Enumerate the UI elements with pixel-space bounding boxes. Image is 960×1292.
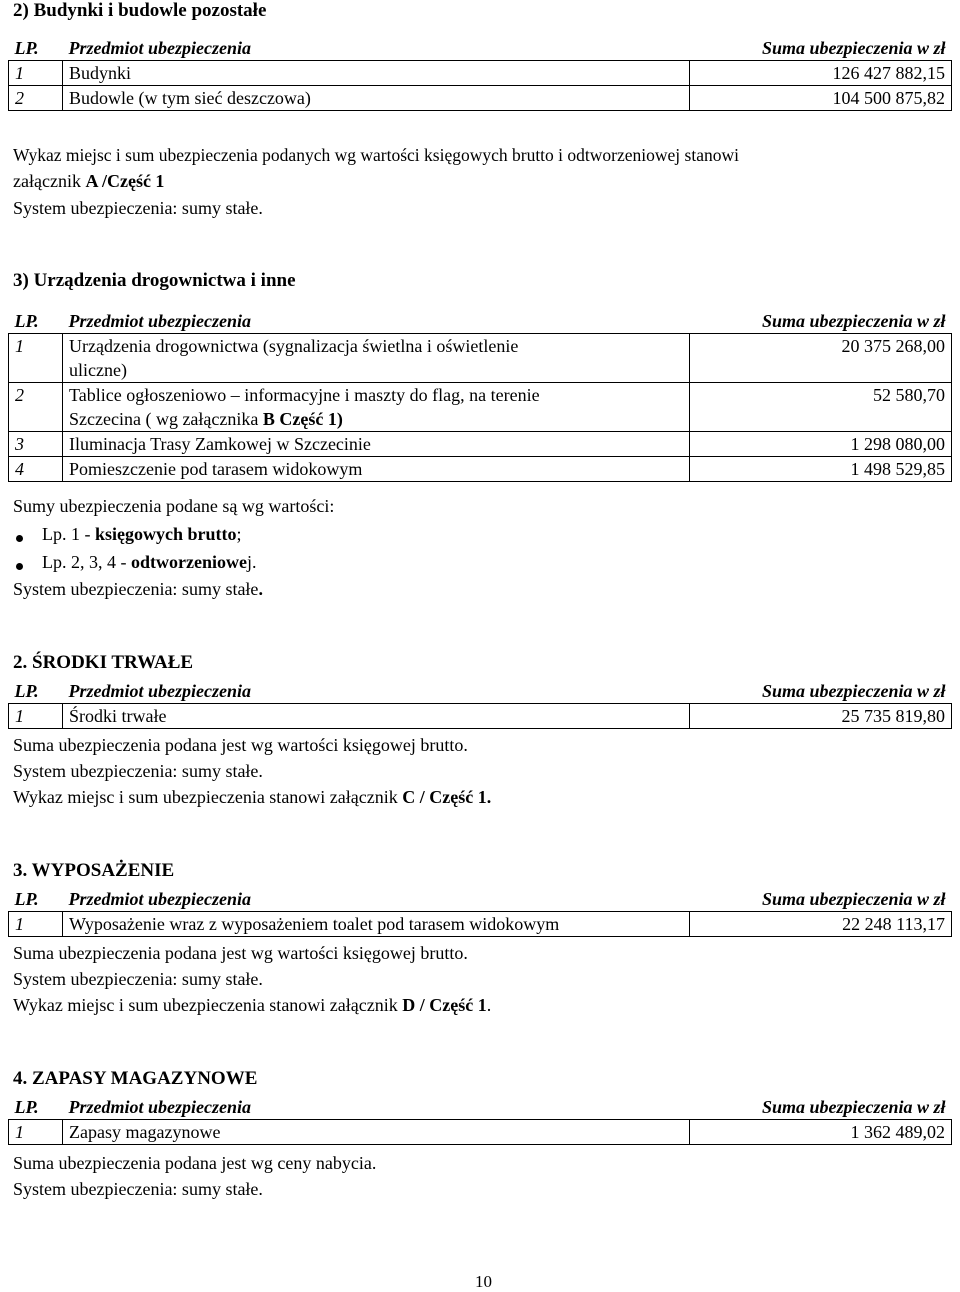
table-buildings	[8, 36, 952, 111]
row-sum: 25 735 819,80	[690, 704, 952, 729]
row-sum: 104 500 875,82	[690, 86, 952, 111]
attachment-ref: B Część 1)	[262, 409, 343, 429]
page-number: 10	[475, 1272, 492, 1291]
table-row	[9, 1120, 952, 1145]
bullet-item	[42, 522, 242, 546]
header-subject: Przedmiot ubezpieczenia	[68, 38, 251, 58]
note-text: Wykaz miejsc i sum ubezpieczenia stanowi załącznik	[13, 995, 403, 1015]
header-sum: Suma ubezpieczenia w zł	[761, 311, 946, 331]
section-heading-inventory: 4. ZAPASY MAGAZYNOWE	[13, 1068, 258, 1089]
row-lp: 3	[9, 432, 63, 457]
header-subject: Przedmiot ubezpieczenia	[68, 311, 251, 331]
note-suffix: .	[486, 995, 492, 1015]
note-text: załącznik	[13, 171, 86, 191]
bullet-item	[42, 550, 257, 574]
row-sum: 1 498 529,85	[690, 457, 952, 482]
buildings-system: System ubezpieczenia: sumy stałe.	[13, 198, 263, 218]
bullet-text: Lp. 1 -	[42, 524, 95, 544]
row-lp: 1	[9, 1120, 63, 1145]
row-lp: 1	[9, 61, 63, 86]
header-sum: Suma ubezpieczenia w zł	[761, 1097, 946, 1117]
note-text: Wykaz miejsc i sum ubezpieczenia stanowi załącznik	[13, 787, 403, 807]
subject-line	[69, 407, 683, 431]
header-subject: Przedmiot ubezpieczenia	[68, 1097, 251, 1117]
section-heading-equipment: 3. WYPOSAŻENIE	[13, 860, 175, 881]
header-lp: LP.	[14, 38, 39, 58]
bullet-bold: księgowych brutto	[95, 524, 237, 544]
subject-line: Tablice ogłoszeniowo – informacyjne i maszty do flag, na terenie	[69, 385, 540, 405]
row-sum: 22 248 113,17	[690, 912, 952, 937]
row-lp: 1	[9, 912, 63, 937]
table-row	[9, 912, 952, 937]
attachment-ref: A /Część 1	[85, 171, 165, 191]
row-subject: Iluminacja Trasy Zamkowej w Szczecinie	[63, 432, 690, 457]
subject-text: Szczecina ( wg załącznika	[69, 409, 263, 429]
attachment-ref: C / Część 1.	[402, 787, 492, 807]
header-lp: LP.	[14, 681, 39, 701]
table-fixed-assets	[8, 679, 952, 729]
section-heading-buildings: 2) Budynki i budowle pozostałe	[13, 0, 267, 21]
row-lp: 2	[9, 86, 63, 111]
table-row	[9, 61, 952, 86]
table-row	[9, 334, 952, 383]
inventory-system: System ubezpieczenia: sumy stałe.	[13, 1179, 263, 1199]
row-sum: 126 427 882,15	[690, 61, 952, 86]
fixed-assets-system: System ubezpieczenia: sumy stałe.	[13, 761, 263, 781]
bullet-suffix: j.	[246, 552, 257, 572]
header-lp: LP.	[14, 1097, 39, 1117]
row-subject	[63, 334, 690, 383]
system-period: .	[258, 579, 263, 599]
row-sum: 52 580,70	[690, 383, 952, 432]
equipment-attachment	[13, 993, 491, 1017]
fixed-assets-note: Suma ubezpieczenia podana jest wg wartości księgowej brutto.	[13, 735, 468, 755]
header-subject: Przedmiot ubezpieczenia	[68, 681, 251, 701]
subject-line: Urządzenia drogownictwa (sygnalizacja świetlna i oświetlenie	[69, 336, 519, 356]
fixed-assets-attachment	[13, 785, 491, 809]
equipment-note: Suma ubezpieczenia podana jest wg wartości księgowej brutto.	[13, 943, 468, 963]
bullet-suffix: ;	[236, 524, 242, 544]
system-text: System ubezpieczenia: sumy stałe	[13, 579, 259, 599]
table-inventory	[8, 1095, 952, 1145]
header-sum: Suma ubezpieczenia w zł	[761, 681, 946, 701]
road-devices-system	[13, 577, 263, 601]
header-sum: Suma ubezpieczenia w zł	[761, 38, 946, 58]
row-subject: Środki trwałe	[63, 704, 690, 729]
header-lp: LP.	[14, 889, 39, 909]
bullet-icon	[16, 563, 23, 570]
row-subject: Zapasy magazynowe	[63, 1120, 690, 1145]
inventory-note: Suma ubezpieczenia podana jest wg ceny nabycia.	[13, 1153, 377, 1173]
subject-line: uliczne)	[69, 360, 127, 380]
row-sum: 1 362 489,02	[690, 1120, 952, 1145]
sums-note: Sumy ubezpieczenia podane są wg wartości:	[13, 496, 335, 516]
row-lp: 1	[9, 704, 63, 729]
buildings-note-line1: Wykaz miejsc i sum ubezpieczenia podanych wg wartości księgowych brutto i odtworzeniowej stanowi	[13, 145, 739, 165]
section-heading-fixed-assets: 2. ŚRODKI TRWAŁE	[13, 652, 194, 673]
table-row	[9, 383, 952, 432]
equipment-system: System ubezpieczenia: sumy stałe.	[13, 969, 263, 989]
buildings-note-line2	[13, 169, 164, 193]
table-row	[9, 704, 952, 729]
attachment-ref: D / Część 1	[402, 995, 487, 1015]
header-subject: Przedmiot ubezpieczenia	[68, 889, 251, 909]
table-road-devices	[8, 309, 952, 482]
row-sum: 20 375 268,00	[690, 334, 952, 383]
row-lp: 1	[9, 334, 63, 383]
row-subject: Wyposażenie wraz z wyposażeniem toalet pod tarasem widokowym	[63, 912, 690, 937]
table-row	[9, 457, 952, 482]
header-lp: LP.	[14, 311, 39, 331]
table-row	[9, 86, 952, 111]
table-equipment	[8, 887, 952, 937]
row-subject: Budowle (w tym sieć deszczowa)	[63, 86, 690, 111]
row-lp: 4	[9, 457, 63, 482]
header-sum: Suma ubezpieczenia w zł	[761, 889, 946, 909]
row-lp: 2	[9, 383, 63, 432]
section-heading-road-devices: 3) Urządzenia drogownictwa i inne	[13, 270, 296, 291]
row-subject	[63, 383, 690, 432]
bullet-icon	[16, 535, 23, 542]
table-row	[9, 432, 952, 457]
row-subject: Budynki	[63, 61, 690, 86]
row-sum: 1 298 080,00	[690, 432, 952, 457]
row-subject: Pomieszczenie pod tarasem widokowym	[63, 457, 690, 482]
bullet-bold: odtworzeniowe	[131, 552, 247, 572]
bullet-text: Lp. 2, 3, 4 -	[42, 552, 131, 572]
